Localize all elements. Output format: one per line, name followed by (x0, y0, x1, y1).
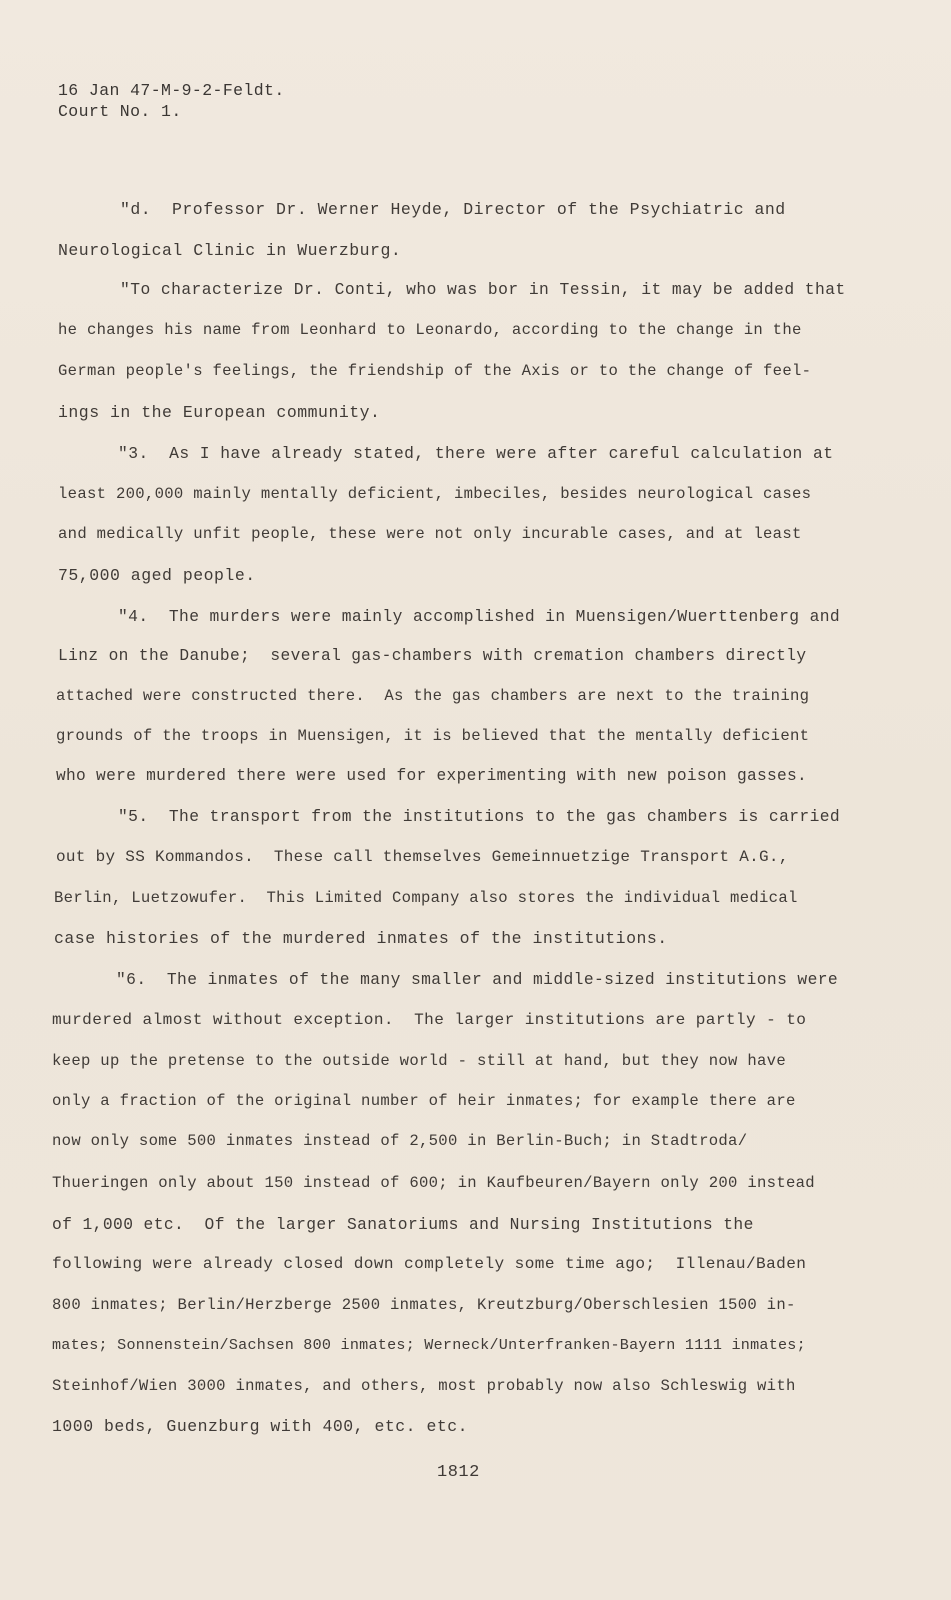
text-line: Steinhof/Wien 3000 inmates, and others, most probably now also Schleswig with (52, 1377, 796, 1395)
text-line: only a fraction of the original number of heir inmates; for example there are (52, 1092, 796, 1110)
text-line: of 1,000 etc. Of the larger Sanatoriums and Nursing Institutions the (52, 1215, 754, 1234)
text-line: 75,000 aged people. (58, 566, 256, 585)
text-line: 800 inmates; Berlin/Herzberge 2500 inmates, Kreutzburg/Oberschlesien 1500 in- (52, 1296, 796, 1314)
text-line: attached were constructed there. As the gas chambers are next to the training (56, 687, 810, 705)
text-line: "d. Professor Dr. Werner Heyde, Director of the Psychiatric and (120, 200, 786, 219)
text-line: "4. The murders were mainly accomplished in Muensigen/Wuerttenberg and (118, 607, 841, 626)
text-line: German people's feelings, the friendship of the Axis or to the change of feel- (58, 362, 812, 380)
header-reference: 16 Jan 47-M-9-2-Feldt. (58, 81, 285, 100)
text-line: Neurological Clinic in Wuerzburg. (58, 241, 402, 260)
text-line: "To characterize Dr. Conti, who was bor in Tessin, it may be added that (120, 280, 846, 299)
text-line: Berlin, Luetzowufer. This Limited Company also stores the individual medical (54, 889, 798, 907)
text-line: 1000 beds, Guenzburg with 400, etc. etc. (52, 1417, 469, 1436)
header-court: Court No. 1. (58, 102, 182, 121)
text-line: and medically unfit people, these were not only incurable cases, and at least (58, 525, 802, 543)
text-line: "5. The transport from the institutions to the gas chambers is carried (118, 807, 841, 826)
text-line: keep up the pretense to the outside world - still at hand, but they now have (52, 1052, 786, 1070)
text-line: "6. The inmates of the many smaller and middle-sized institutions were (116, 970, 839, 989)
text-line: "3. As I have already stated, there were after careful calculation at (118, 444, 834, 463)
text-line: out by SS Kommandos. These call themselves Gemeinnuetzige Transport A.G., (56, 848, 789, 866)
text-line: least 200,000 mainly mentally deficient, imbeciles, besides neurological cases (58, 485, 812, 503)
page-number: 1812 (437, 1463, 480, 1482)
text-line: following were already closed down completely some time ago; Illenau/Baden (52, 1255, 807, 1273)
text-line: mates; Sonnenstein/Sachsen 800 inmates; Werneck/Unterfranken-Bayern 1111 inmates; (52, 1336, 806, 1354)
text-line: who were murdered there were used for experimenting with new poison gasses. (56, 767, 808, 785)
text-line: case histories of the murdered inmates of the institutions. (54, 929, 668, 948)
text-line: he changes his name from Leonhard to Leonardo, according to the change in the (58, 321, 802, 339)
document-header (58, 80, 285, 122)
text-line: Linz on the Danube; several gas-chambers with cremation chambers directly (58, 647, 807, 665)
text-line: now only some 500 inmates instead of 2,500 in Berlin-Buch; in Stadtroda/ (52, 1132, 748, 1150)
text-line: grounds of the troops in Muensigen, it is believed that the mentally deficient (56, 727, 810, 745)
text-line: Thueringen only about 150 instead of 600; in Kaufbeuren/Bayern only 200 instead (52, 1174, 815, 1192)
text-line: murdered almost without exception. The larger institutions are partly - to (52, 1011, 807, 1029)
text-line: ings in the European community. (58, 403, 381, 422)
